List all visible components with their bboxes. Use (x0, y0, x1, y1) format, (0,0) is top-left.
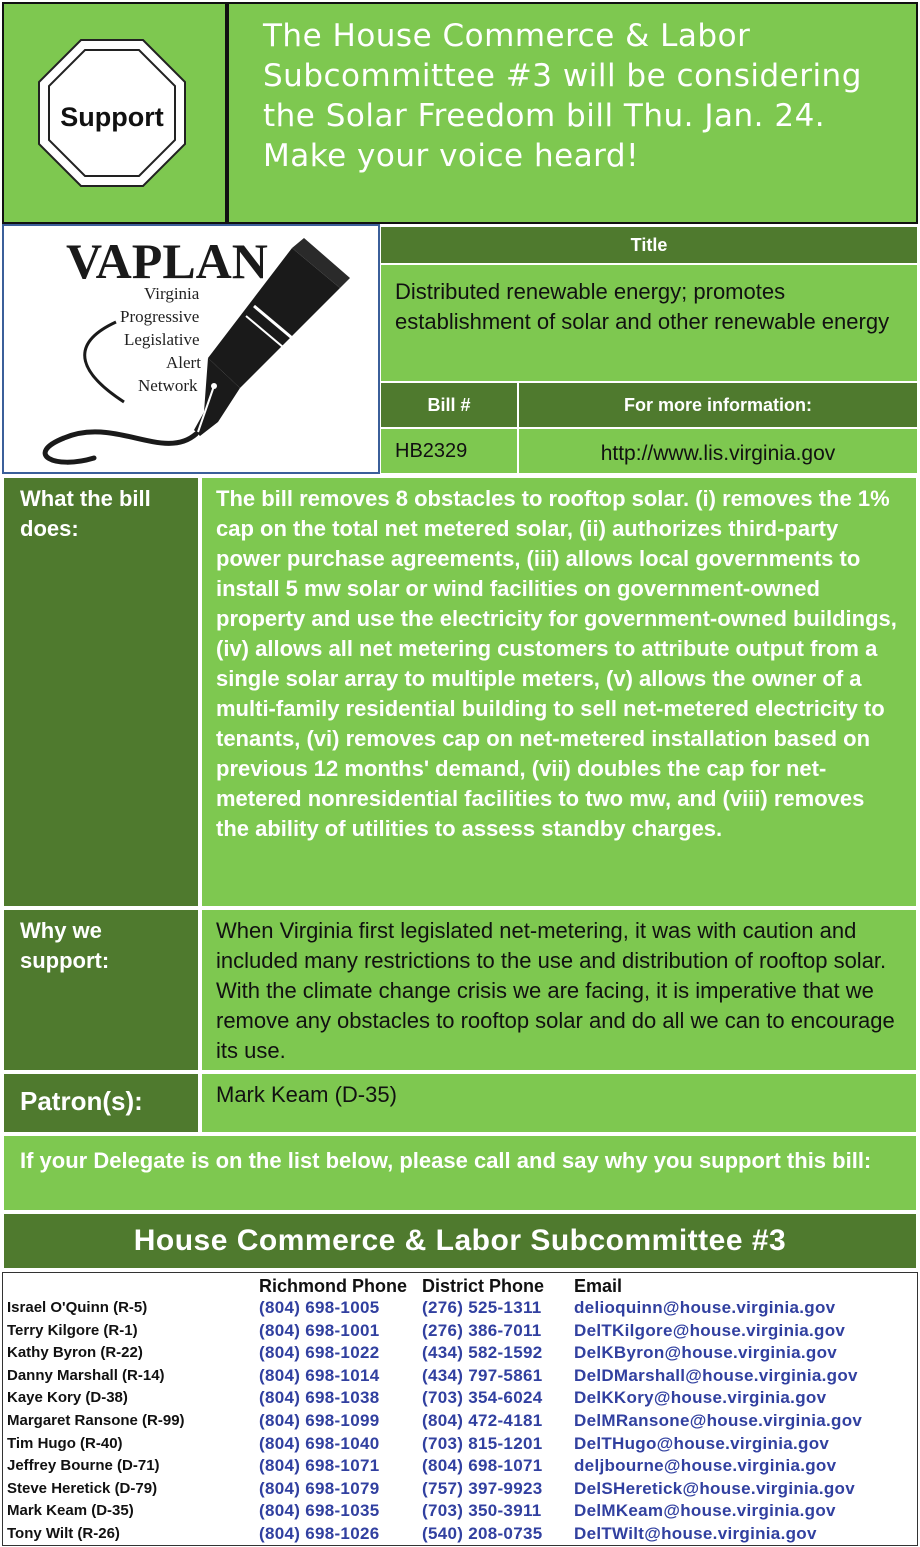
table-row (3, 1433, 919, 1456)
district-phone[interactable]: (757) 397-9923 (422, 1478, 543, 1498)
call-to-action: If your Delegate is on the list below, please call and say why you support this bill: (2, 1134, 918, 1212)
patron-label: Patron(s): (2, 1072, 200, 1134)
email-link[interactable]: delioquinn@house.virginia.gov (574, 1298, 836, 1317)
richmond-phone[interactable]: (804) 698-1005 (259, 1298, 380, 1317)
delegate-name: Tony Wilt (R-26) (7, 1525, 120, 1542)
delegate-name: Margaret Ransone (R-99) (7, 1412, 185, 1429)
subcommittee-title: House Commerce & Labor Subcommittee #3 (2, 1212, 918, 1270)
table-row (3, 1478, 919, 1501)
delegate-name: Danny Marshall (R-14) (7, 1366, 165, 1384)
district-phone[interactable]: (540) 208-0735 (422, 1524, 543, 1543)
table-row (3, 1410, 919, 1433)
delegate-name: Steve Heretick (D-79) (7, 1479, 158, 1497)
table-row (3, 1500, 919, 1523)
title-header: Title (380, 226, 918, 264)
district-phone[interactable]: (804) 698-1071 (422, 1456, 543, 1476)
email-link[interactable]: DelTWilt@house.virginia.gov (574, 1524, 817, 1543)
richmond-phone[interactable]: (804) 698-1014 (259, 1365, 380, 1385)
announcement-panel (227, 2, 918, 224)
support-badge-label: Support (60, 102, 164, 132)
delegate-name: Mark Keam (D-35) (7, 1502, 134, 1520)
bill-number: HB2329 (380, 428, 518, 474)
email-link[interactable]: deljbourne@house.virginia.gov (574, 1456, 837, 1476)
richmond-phone[interactable]: (804) 698-1038 (259, 1388, 380, 1408)
table-row (3, 1523, 919, 1546)
svg-text:Legislative: Legislative (124, 330, 200, 349)
table-row (3, 1342, 919, 1365)
support-badge-panel (2, 2, 227, 224)
email-link[interactable]: DelKKory@house.virginia.gov (574, 1388, 827, 1408)
table-row (3, 1455, 919, 1478)
vaplan-logo (2, 224, 380, 474)
richmond-phone[interactable]: (804) 698-1026 (259, 1524, 380, 1543)
district-phone[interactable]: (804) 472-4181 (422, 1411, 543, 1430)
richmond-phone[interactable]: (804) 698-1022 (259, 1343, 380, 1363)
delegate-name: Terry Kilgore (R-1) (7, 1321, 138, 1339)
email-link[interactable]: DelMKeam@house.virginia.gov (574, 1501, 836, 1521)
richmond-phone-header: Richmond Phone (259, 1276, 407, 1296)
richmond-phone[interactable]: (804) 698-1099 (259, 1411, 380, 1430)
richmond-phone[interactable]: (804) 698-1079 (259, 1478, 380, 1498)
svg-text:Alert: Alert (166, 353, 201, 372)
email-link[interactable]: DelTHugo@house.virginia.gov (574, 1433, 830, 1453)
svg-text:Virginia: Virginia (144, 284, 200, 303)
announcement-text: The House Commerce & Labor Subcommittee #3 will be considering the Solar Freedom bill Thu. Jan. 24. Make your voice heard! (263, 18, 862, 174)
district-phone[interactable]: (434) 582-1592 (422, 1343, 543, 1363)
district-phone[interactable]: (276) 386-7011 (422, 1320, 542, 1340)
delegate-name: Kaye Kory (D-38) (7, 1389, 128, 1407)
district-phone-header: District Phone (422, 1276, 545, 1296)
more-info-header: For more information: (518, 382, 918, 428)
district-phone[interactable]: (434) 797-5861 (422, 1365, 543, 1385)
email-link[interactable]: DelMRansone@house.virginia.gov (574, 1411, 863, 1430)
email-header: Email (574, 1276, 623, 1296)
delegate-name: Israel O'Quinn (R-5) (7, 1299, 148, 1316)
delegate-name: Jeffrey Bourne (D-71) (7, 1457, 160, 1475)
bill-title: Distributed renewable energy; promotes establishment of solar and other renewable energy (380, 264, 918, 382)
delegate-name: Tim Hugo (R-40) (7, 1434, 123, 1452)
why-we-support-label: Why we support: (2, 908, 200, 1072)
email-link[interactable]: DelKByron@house.virginia.gov (574, 1343, 838, 1363)
district-phone[interactable]: (703) 354-6024 (422, 1388, 543, 1408)
district-phone[interactable]: (703) 815-1201 (422, 1433, 543, 1453)
fountain-pen-icon (4, 226, 378, 472)
bill-number-header: Bill # (380, 382, 518, 428)
district-phone[interactable]: (276) 525-1311 (422, 1298, 542, 1317)
why-we-support-text: When Virginia first legislated net-metering, it was with caution and included many restrictions to the use and distribution of rooftop solar. With the climate change crisis we are facing, it is imperative that we remove any obstacles to rooftop solar and do all we can to encourage its use. (200, 908, 918, 1072)
svg-text:Progressive: Progressive (120, 307, 200, 326)
table-row (3, 1387, 919, 1410)
svg-text:VAPLAN: VAPLAN (66, 233, 268, 289)
patron-text: Mark Keam (D-35) (200, 1072, 918, 1134)
richmond-phone[interactable]: (804) 698-1071 (259, 1456, 380, 1476)
richmond-phone[interactable]: (804) 698-1040 (259, 1433, 380, 1453)
stop-sign-icon (36, 37, 188, 189)
delegate-contact-table (2, 1272, 918, 1546)
what-bill-does-text: The bill removes 8 obstacles to rooftop solar. (i) removes the 1% cap on the total net metered solar, (ii) authorizes third-party power purchase agreements, (iii) allows local governments to install 5 mw solar or wind facilities on government-owned property and use the electricity for government-owned buildings, (iv) allows all net metering customers to attribute output from a single solar array to multiple meters, (v) allows the owner of a multi-family residential building to sell net-metered electricity to tenants, (vi) removes cap on net-metered installation based on previous 12 months' demand, (vii) doubles the cap for net-metered nonresidential facilities to two mw, and (viii) removes the ability of utilities to assess standby charges. (200, 476, 918, 908)
what-bill-does-label: What the bill does: (2, 476, 200, 908)
district-phone[interactable]: (703) 350-3911 (422, 1501, 542, 1521)
more-info-link[interactable]: http://www.lis.virginia.gov (518, 428, 918, 474)
email-link[interactable]: DelDMarshall@house.virginia.gov (574, 1365, 858, 1385)
table-row (3, 1297, 919, 1320)
richmond-phone[interactable]: (804) 698-1035 (259, 1501, 380, 1521)
table-row (3, 1365, 919, 1388)
svg-text:Network: Network (138, 376, 198, 395)
delegate-name: Kathy Byron (R-22) (7, 1344, 143, 1362)
email-link[interactable]: DelTKilgore@house.virginia.gov (574, 1320, 846, 1340)
richmond-phone[interactable]: (804) 698-1001 (259, 1320, 380, 1340)
table-row (3, 1320, 919, 1343)
email-link[interactable]: DelSHeretick@house.virginia.gov (574, 1478, 855, 1498)
